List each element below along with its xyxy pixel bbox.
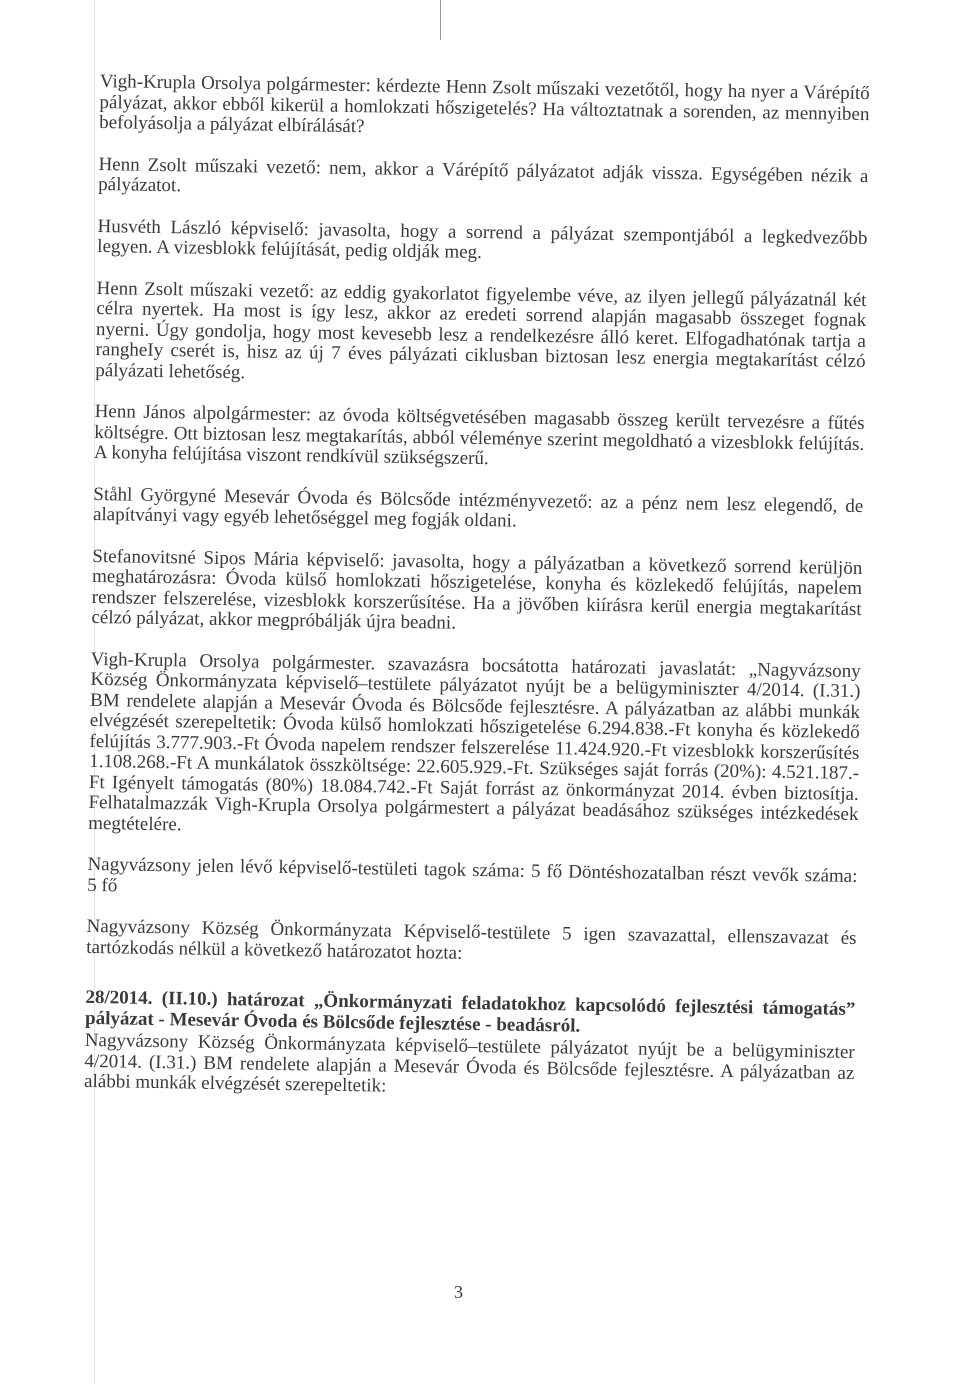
paragraph-henn-zsolt-answer: Henn Zsolt műszaki vezető: nem, akkor a Várépítő pályázatot adják vissza. Egységében nézik a pályázatot. (98, 153, 869, 197)
paragraph-henn-janos-comment: Henn János alpolgármester: az óvoda költségvetésében magasabb összeg került tervezésre a fűtés költségre. Ott biztosan lesz megtakarítás, abból véleménye szerint megoldható a vizesblokk felújítás. A konyha felújítása viszont rendkívül szükségszerű. (93, 400, 865, 470)
scan-fold-mark (440, 0, 441, 40)
decision-title: 28/2014. (II.10.) határozat „Önkormányzati feladatokhoz kapcsolódó fejlesztési támogatás” pályázat - Mesevár Óvoda és Bölcsőde fejlesztése - beadásról. (84, 986, 856, 1037)
paragraph-vote-result: Nagyvázsony Község Önkormányzata Képviselő-testülete 5 igen szavazattal, ellenszavazat és tartózkodás nélkül a következő határozatot hozta: (86, 915, 857, 964)
paragraph-attendance: Nagyvázsony jelen lévő képviselő-testületi tagok száma: 5 fő Döntéshozatalban részt vevők száma: 5 fő (87, 853, 858, 896)
decision-body: Nagyvázsony Község Önkormányzata képviselő–testülete pályázatot nyújt be a belügyminiszter 4/2014. (I.31.) BM rendelete alapján a Mesevár Óvoda és Bölcsőde fejlesztésre. A pályázatban az alábbi munkák elvégzését szerepeltetik: (83, 1029, 855, 1097)
paragraph-husveth-proposal: Husvéth László képviselő: javasolta, hogy a sorrend a pályázat szempontjából a legkedvezőbb legyen. A vizesblokk felújítását, pedig oldják meg. (97, 215, 868, 264)
paragraph-stahl-comment: Ståhl Györgyné Mesevár Óvoda és Bölcsőde intézményvezető: az a pénz nem lesz elegendő, de alapítványi vagy egyéb lehetőséggel meg fogják oldani. (92, 483, 864, 532)
document-page (84, 72, 870, 1104)
paragraph-vigh-krupla-question: Vigh-Krupla Orsolya polgármester: kérdezte Henn Zsolt műszaki vezetőtől, hogy ha nyer a Várépítő pályázat, akkor ebből kikerül a homlokzati hőszigetelés? Ha változtatnak a sorenden, az mennyiben befolyásolja a pályázat elbírálását? (99, 71, 870, 138)
page-number: 3 (454, 1282, 463, 1302)
paragraph-resolution-proposal: Vigh-Krupla Orsolya polgármester. szavazásra bocsátotta határozati javaslatát: „Nagyvázsony Község Önkormányzata képviselő–testülete pályázatot nyújt be a belügyminiszter 4/2014. (I.31.) BM rendelete alapján a Mesevár Óvoda és Bölcsőde fejlesztésre. A pályázatban az alábbi munkák elvégzését szerepeltetik: Óvoda külső homlokzati hőszigetelése 6.294.838.-Ft konyha és közlekedő felújítás 3.777.903.-Ft Óvoda napelem rendszer felszerelése 11.424.920.-Ft vizesblokk korszerűsítés 1.108.268.-Ft A munkálatok összköltsége: 22.605.929.-Ft. Szükséges saját forrás (20%): 4.521.187.-Ft Igényelt támogatás (80%) 18.084.742.-Ft Saját forrást az önkormányzat 2014. évben biztosítja. Felhatalmazzák Vigh-Krupla Orsolya polgármestert a pályázat beadásához szükséges intézkedések megtételére. (88, 648, 861, 835)
paragraph-henn-zsolt-explanation: Henn Zsolt műszaki vezető: az eddig gyakorlatot figyelembe véve, az ilyen jellegű pályázatnál két célra nyertek. Ha most is így lesz, akkor az eredeti sorrend alapján magasabb összeget fognak nyerni. Úgy gondolja, hogy most kevesebb lesz a rendelkezésre álló keret. Elfogadhatónak tartja a rangheIy cserét is, hisz az új 7 éves pályázati ciklusban biztosan lesz energia megtakarítást célzó pályázati lehetőség. (95, 277, 867, 383)
paragraph-stefanovitsne-proposal: Stefanovitsné Sipos Mária képviselő: javasolta, hogy a pályázatban a következő sorrend kerüljön meghatározásra: Óvoda külső homlokzati hőszigetelése, konyha és közlekedő felújítás, napelem rendszer felszerelése, vizesblokk korszerűsítése. Ha a jövőben kiírásra kerül energia megtakarítást célzó pályázat, akkor megpróbálják újra beadni. (91, 545, 863, 634)
